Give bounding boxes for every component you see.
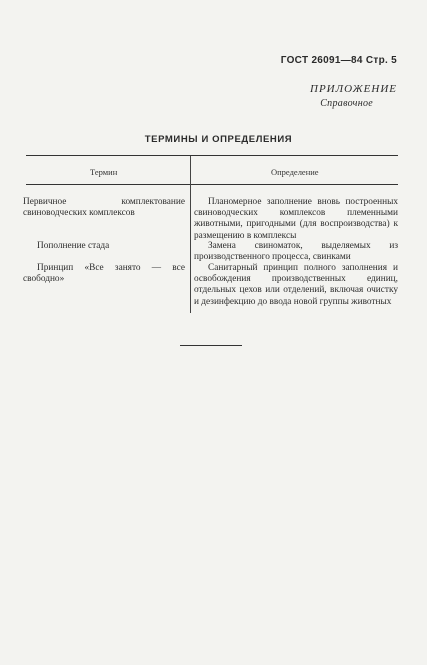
table-top-rule	[26, 155, 398, 156]
table-column-divider	[190, 156, 191, 313]
table-row-3-definition: Санитарный принцип полного заполнения и освобождения производственных единиц, отдельных цехов или отделений, включая очистку и дезинфекцию до ввода новой группы животных	[194, 263, 398, 307]
table-row-3-term: Принцип «Все занято — все свободно»	[23, 263, 185, 285]
appendix-label: ПРИЛОЖЕНИЕ	[310, 83, 397, 95]
table-row-2-term: Пополнение стада	[37, 241, 110, 251]
table-header-term: Термин	[90, 167, 118, 177]
end-rule	[180, 345, 242, 346]
table-header-rule	[26, 184, 398, 185]
table-header-definition: Определение	[271, 167, 319, 177]
table-row-1-term: Первичное комплектование свиноводческих комплексов	[23, 197, 185, 219]
appendix-reference: Справочное	[320, 98, 373, 109]
table-row-2-definition: Замена свиноматок, выделяемых из производственного процесса, свинками	[194, 241, 398, 263]
table-row-1-definition: Планомерное заполнение вновь построенных свиноводческих комплексов племенными животными, пригодными (для воспроизводства) к размещению в комплексы	[194, 197, 398, 241]
section-title: ТЕРМИНЫ И ОПРЕДЕЛЕНИЯ	[144, 134, 293, 145]
page-header: ГОСТ 26091—84 Стр. 5	[280, 55, 397, 66]
